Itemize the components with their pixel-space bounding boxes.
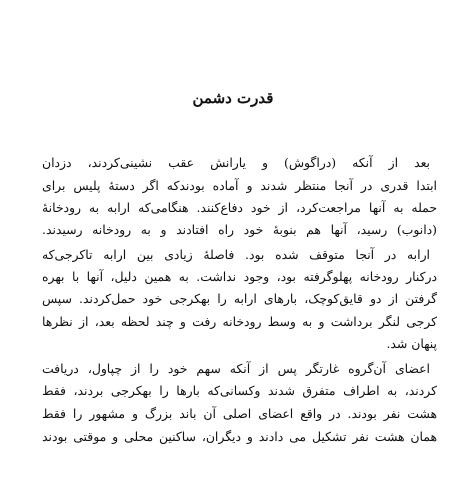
text-line: گرفتن از دو قایق‌کوچک، بارهای ارابه را بهکرجی خود حمل‌کردند. سپس: [42, 291, 437, 306]
chapter-title: قدرت دشمن: [192, 89, 274, 107]
text-line: اعضای آن‌گروه غارتگر پس از آنکه سهم خود را از چپاول، دریافت: [42, 361, 430, 376]
text-line: ارابه در آنجا متوقف شده بود. فاصلهٔ زیادی بین ارابه تاکرجی‌که: [42, 247, 430, 262]
text-line: هشت نفر بودند. در واقع اعضای اصلی آن باند بزرگ و مشهور را فقط: [42, 406, 437, 421]
text-line: همان هشت نفر تشکیل می دادند و دیگران، ساکنین محلی و موقتی بودند: [42, 429, 437, 444]
text-line: کرجی لنگر برداشت و به وسط رودخانه رفت و چند لحظه بعد، از نظرها: [42, 314, 437, 329]
text-line: ابتدا قدری در آنجا منتظر شدند و آماده بودندکه اگر دستهٔ پلیس برای: [42, 178, 437, 193]
text-line: درکنار رودخانه پهلوگرفته بود، وجود نداشت. به همین دلیل، آنها با بهره: [42, 269, 437, 284]
text-line: پنهان شد.: [386, 336, 437, 351]
text-line: (دانوب) رسید، آنها هم بنوبهٔ خود راه افتادند و به رودخانه رسیدند.: [42, 222, 437, 237]
text-line: کردند، به اطراف متفرق شدند وکسانی‌که بارها را بهکرجی بردند، فقط: [42, 383, 437, 398]
text-line: بعد از آنکه (دراگوش) و یارانش عقب نشینی‌کردند، دزدان: [42, 155, 430, 170]
text-line: حمله به آنها مراجعت‌کرد، از خود دفاع‌کنند. هنگامی‌که ارابه به رودخانهٔ: [42, 200, 437, 215]
